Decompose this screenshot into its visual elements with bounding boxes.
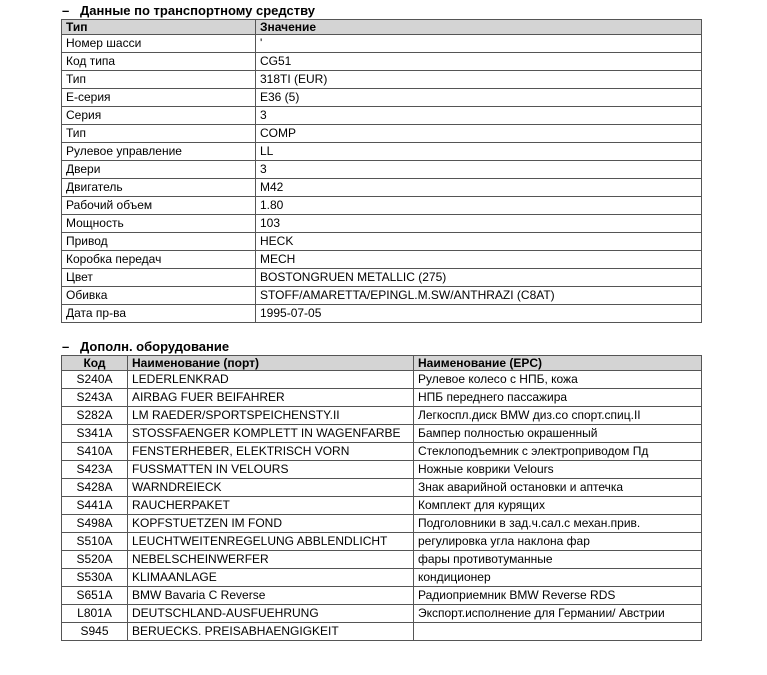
row-label: Тип (62, 125, 256, 143)
row-label: E-серия (62, 89, 256, 107)
row-value: MECH (256, 251, 702, 269)
table-row (62, 461, 702, 479)
table-row (62, 161, 702, 179)
table-row (62, 107, 702, 125)
collapse-dash[interactable]: – (62, 3, 70, 18)
header-value: Значение (256, 20, 702, 35)
port-name-cell: FENSTERHEBER, ELEKTRISCH VORN (128, 443, 414, 461)
epc-name-cell: НПБ переднего пассажира (414, 389, 702, 407)
code-cell: S510A (62, 533, 128, 551)
code-cell: L801A (62, 605, 128, 623)
row-label: Рабочий объем (62, 197, 256, 215)
epc-name-cell: Ножные коврики Velours (414, 461, 702, 479)
epc-name-cell: Стеклоподъемник с электроприводом Пд (414, 443, 702, 461)
table-row (62, 287, 702, 305)
equipment-section-title (62, 339, 229, 355)
code-cell: S240A (62, 371, 128, 389)
row-value: STOFF/AMARETTA/EPINGL.M.SW/ANTHRAZI (C8AT) (256, 287, 702, 305)
table-row (62, 89, 702, 107)
code-cell: S341A (62, 425, 128, 443)
code-cell: S410A (62, 443, 128, 461)
epc-name-cell (414, 623, 702, 641)
epc-name-cell: регулировка угла наклона фар (414, 533, 702, 551)
table-row (62, 35, 702, 53)
header-type: Тип (62, 20, 256, 35)
row-value: M42 (256, 179, 702, 197)
epc-name-cell: Экспорт.исполнение для Германии/ Австрии (414, 605, 702, 623)
equipment-table (61, 355, 702, 641)
port-name-cell: NEBELSCHEINWERFER (128, 551, 414, 569)
port-name-cell: KOPFSTUETZEN IM FOND (128, 515, 414, 533)
row-value: 1.80 (256, 197, 702, 215)
table-row (62, 515, 702, 533)
row-value: COMP (256, 125, 702, 143)
table-row (62, 233, 702, 251)
epc-name-cell: Рулевое колесо с НПБ, кожа (414, 371, 702, 389)
code-cell: S945 (62, 623, 128, 641)
vehicle-title-text: Данные по транспортному средству (80, 3, 315, 18)
table-row (62, 251, 702, 269)
port-name-cell: LM RAEDER/SPORTSPEICHENSTY.II (128, 407, 414, 425)
row-label: Мощность (62, 215, 256, 233)
row-value: 103 (256, 215, 702, 233)
code-cell: S282A (62, 407, 128, 425)
epc-name-cell: Бампер полностью окрашенный (414, 425, 702, 443)
port-name-cell: BERUECKS. PREISABHAENGIGKEIT (128, 623, 414, 641)
epc-name-cell: Радиоприемник BMW Reverse RDS (414, 587, 702, 605)
row-label: Дата пр-ва (62, 305, 256, 323)
row-value: HECK (256, 233, 702, 251)
vehicle-table-header (62, 20, 702, 35)
row-value: E36 (5) (256, 89, 702, 107)
table-row (62, 551, 702, 569)
port-name-cell: RAUCHERPAKET (128, 497, 414, 515)
table-row (62, 389, 702, 407)
code-cell: S530A (62, 569, 128, 587)
code-cell: S498A (62, 515, 128, 533)
row-label: Коробка передач (62, 251, 256, 269)
port-name-cell: WARNDREIECK (128, 479, 414, 497)
row-value: ' (256, 35, 702, 53)
table-row (62, 623, 702, 641)
row-label: Тип (62, 71, 256, 89)
table-row (62, 53, 702, 71)
table-row (62, 371, 702, 389)
row-label: Номер шасси (62, 35, 256, 53)
table-row (62, 269, 702, 287)
table-row (62, 305, 702, 323)
row-label: Двигатель (62, 179, 256, 197)
port-name-cell: LEDERLENKRAD (128, 371, 414, 389)
equipment-title-text: Дополн. оборудование (80, 339, 230, 354)
table-row (62, 407, 702, 425)
table-row (62, 215, 702, 233)
row-value: 318TI (EUR) (256, 71, 702, 89)
collapse-dash[interactable]: – (62, 339, 70, 354)
port-name-cell: FUSSMATTEN IN VELOURS (128, 461, 414, 479)
code-cell: S243A (62, 389, 128, 407)
epc-name-cell: фары противотуманные (414, 551, 702, 569)
table-row (62, 533, 702, 551)
port-name-cell: KLIMAANLAGE (128, 569, 414, 587)
table-row (62, 179, 702, 197)
table-row (62, 425, 702, 443)
epc-name-cell: Знак аварийной остановки и аптечка (414, 479, 702, 497)
code-cell: S651A (62, 587, 128, 605)
row-value: 1995-07-05 (256, 305, 702, 323)
epc-name-cell: кондиционер (414, 569, 702, 587)
table-row (62, 569, 702, 587)
epc-name-cell: Комплект для курящих (414, 497, 702, 515)
vehicle-section-title (62, 3, 315, 19)
row-label: Обивка (62, 287, 256, 305)
code-cell: S520A (62, 551, 128, 569)
port-name-cell: DEUTSCHLAND-AUSFUEHRUNG (128, 605, 414, 623)
table-row (62, 497, 702, 515)
row-value: CG51 (256, 53, 702, 71)
table-row (62, 605, 702, 623)
port-name-cell: BMW Bavaria C Reverse (128, 587, 414, 605)
row-label: Привод (62, 233, 256, 251)
header-epc: Наименование (EPC) (414, 356, 702, 371)
table-row (62, 443, 702, 461)
row-value: LL (256, 143, 702, 161)
table-row (62, 587, 702, 605)
table-row (62, 125, 702, 143)
epc-name-cell: Подголовники в зад.ч.сал.с механ.прив. (414, 515, 702, 533)
row-label: Двери (62, 161, 256, 179)
port-name-cell: AIRBAG FUER BEIFAHRER (128, 389, 414, 407)
row-value: 3 (256, 161, 702, 179)
table-row (62, 71, 702, 89)
table-row (62, 197, 702, 215)
port-name-cell: STOSSFAENGER KOMPLETT IN WAGENFARBE (128, 425, 414, 443)
header-code: Код (62, 356, 128, 371)
epc-name-cell: Легкоспл.диск BMW диз.со спорт.спиц.II (414, 407, 702, 425)
port-name-cell: LEUCHTWEITENREGELUNG ABBLENDLICHT (128, 533, 414, 551)
code-cell: S441A (62, 497, 128, 515)
row-label: Рулевое управление (62, 143, 256, 161)
vehicle-data-table (61, 19, 702, 323)
row-label: Код типа (62, 53, 256, 71)
table-row (62, 143, 702, 161)
row-label: Цвет (62, 269, 256, 287)
code-cell: S423A (62, 461, 128, 479)
code-cell: S428A (62, 479, 128, 497)
equipment-table-header (62, 356, 702, 371)
row-value: 3 (256, 107, 702, 125)
table-row (62, 479, 702, 497)
row-value: BOSTONGRUEN METALLIC (275) (256, 269, 702, 287)
header-port: Наименование (порт) (128, 356, 414, 371)
row-label: Серия (62, 107, 256, 125)
